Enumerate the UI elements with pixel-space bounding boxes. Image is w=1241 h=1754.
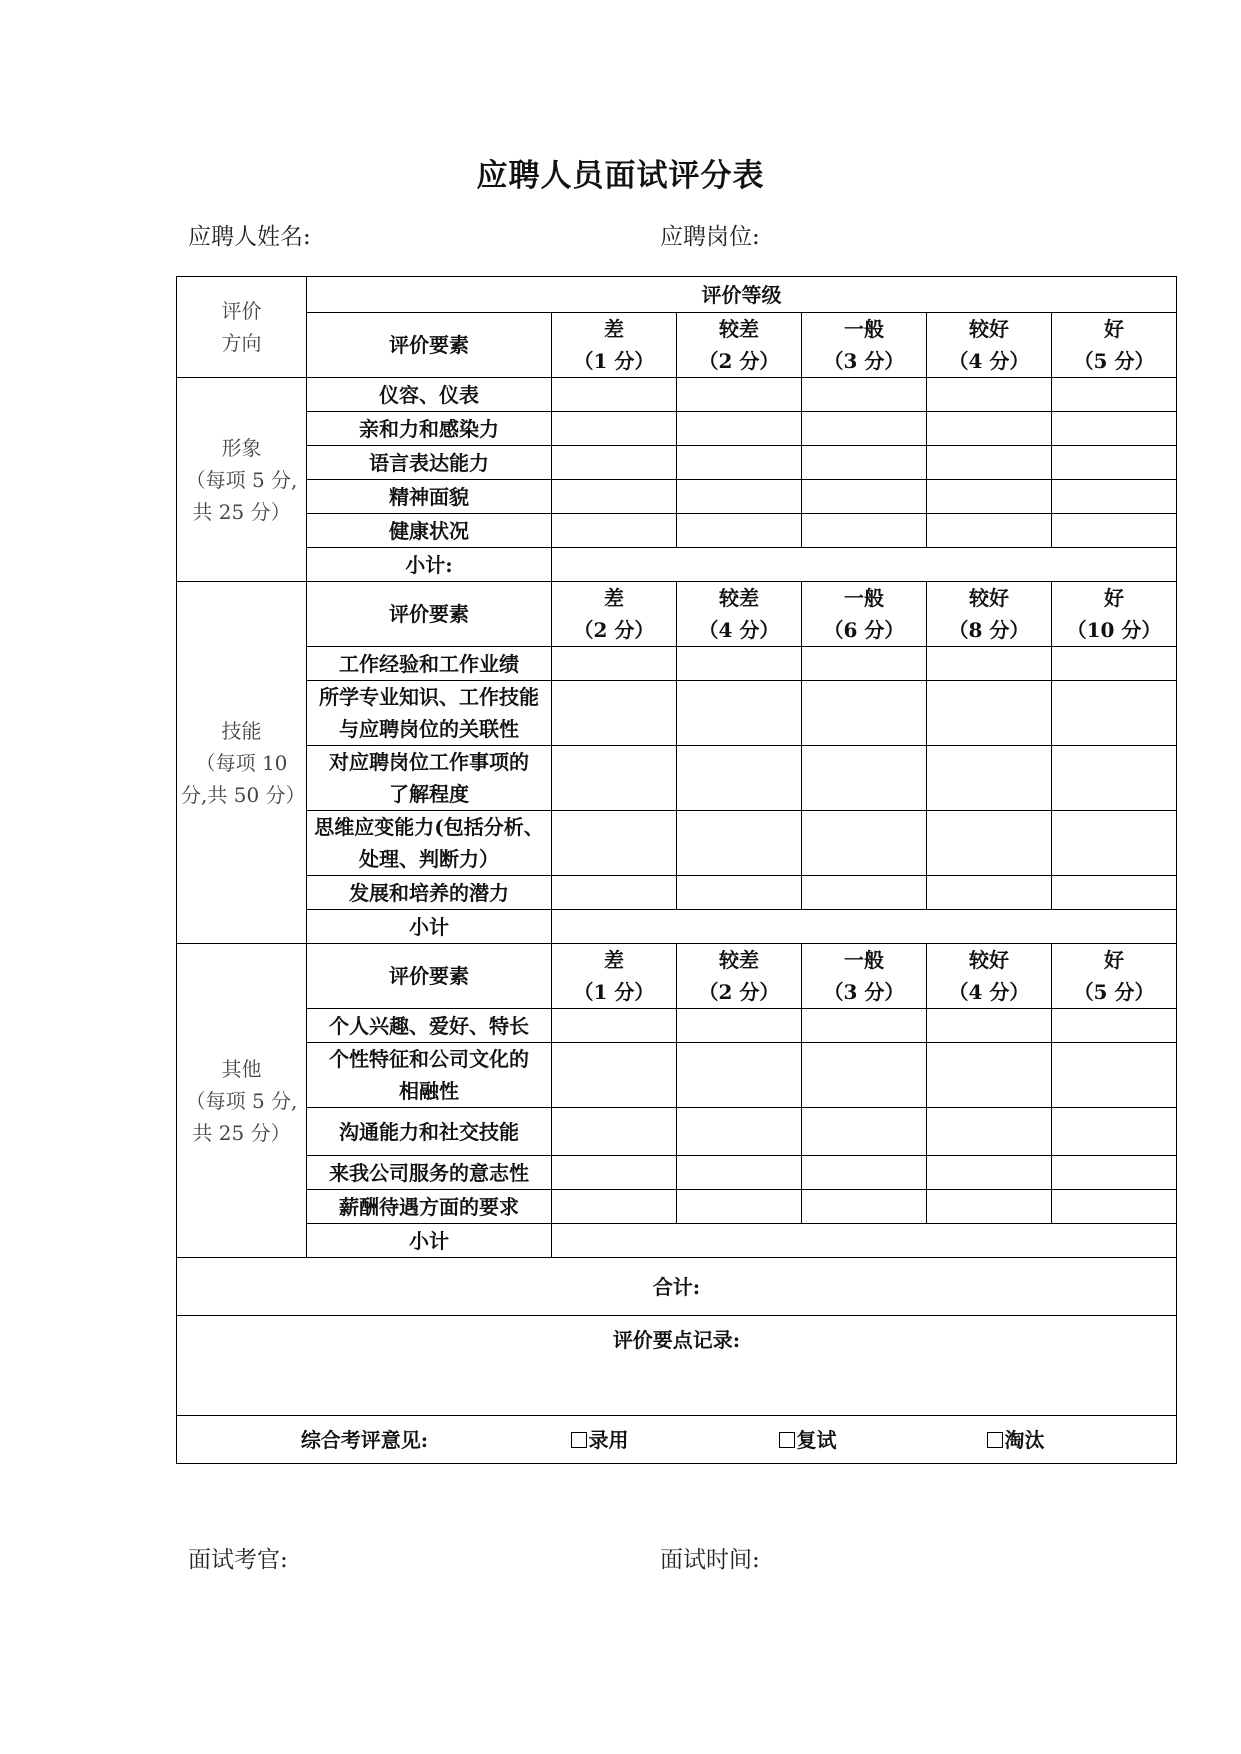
- factor-cell: [307, 1043, 552, 1108]
- score-cell[interactable]: [677, 1156, 802, 1190]
- form-title: 应聘人员面试评分表: [476, 158, 765, 194]
- interviewer-label: 面试考官:: [188, 1547, 288, 1573]
- item-row: [177, 378, 1177, 412]
- option-2[interactable]: [912, 1424, 1120, 1456]
- factor-cell: [307, 480, 552, 514]
- cell-line: （4 分）: [698, 618, 780, 642]
- item-row: [177, 446, 1177, 480]
- cell-line: （每项 5 分,: [185, 467, 298, 492]
- score-cell[interactable]: [927, 811, 1052, 876]
- notes-row: [177, 1316, 1177, 1416]
- cell-line: 较差: [719, 586, 759, 610]
- item-row: [177, 876, 1177, 910]
- applied-position-label: 应聘岗位:: [660, 224, 760, 250]
- score-cell[interactable]: [552, 746, 677, 811]
- level-header-text: 评价等级: [701, 282, 782, 307]
- score-cell[interactable]: [1052, 514, 1177, 548]
- score-cell[interactable]: [1052, 876, 1177, 910]
- item-row: [177, 1043, 1177, 1108]
- item-row: [177, 1190, 1177, 1224]
- score-cell[interactable]: [552, 412, 677, 446]
- score-cell[interactable]: [677, 647, 802, 681]
- option-label: 复试: [796, 1427, 837, 1452]
- interview-time-label: 面试时间:: [660, 1547, 760, 1573]
- subtotal-label: [307, 1224, 552, 1258]
- option-label: 淘汰: [1004, 1427, 1045, 1452]
- cell-line: 与应聘岗位的关联性: [339, 717, 519, 741]
- item-row: [177, 480, 1177, 514]
- score-cell[interactable]: [1052, 446, 1177, 480]
- cell-line: 精神面貌: [389, 484, 469, 509]
- score-cell[interactable]: [677, 811, 802, 876]
- score-cell[interactable]: [802, 681, 927, 746]
- factor-cell: [307, 1108, 552, 1156]
- score-cell[interactable]: [802, 412, 927, 446]
- direction-header: [177, 277, 307, 378]
- cell-line: （1 分）: [573, 980, 655, 1004]
- item-row: [177, 412, 1177, 446]
- cell-line: 共 25 分）: [192, 1120, 291, 1145]
- factor-cell: [307, 514, 552, 548]
- cell-line: 技能: [221, 718, 262, 743]
- grade-row: [177, 313, 1177, 378]
- score-cell[interactable]: [552, 1156, 677, 1190]
- cell-line: 较好: [969, 317, 1009, 341]
- checkbox-icon[interactable]: [987, 1432, 1003, 1448]
- score-cell[interactable]: [927, 647, 1052, 681]
- score-cell[interactable]: [552, 1043, 677, 1108]
- cell-line: 较差: [719, 948, 759, 972]
- score-cell[interactable]: [677, 1108, 802, 1156]
- direction-cell: [177, 582, 307, 944]
- score-cell[interactable]: [927, 1009, 1052, 1043]
- score-cell[interactable]: [927, 514, 1052, 548]
- factor-cell: [307, 876, 552, 910]
- score-cell[interactable]: [552, 446, 677, 480]
- score-cell[interactable]: [802, 876, 927, 910]
- factor-header-text: 评价要素: [389, 333, 469, 357]
- total-label: 合计:: [652, 1274, 701, 1299]
- item-row: [177, 514, 1177, 548]
- score-cell[interactable]: [552, 480, 677, 514]
- score-cell[interactable]: [927, 1190, 1052, 1224]
- opinion-cell: [177, 1416, 1177, 1464]
- factor-cell: [307, 746, 552, 811]
- cell-line: 个性特征和公司文化的: [329, 1047, 529, 1071]
- score-cell[interactable]: [802, 514, 927, 548]
- factor-header: [307, 582, 552, 647]
- factor-header: [307, 313, 552, 378]
- applicant-name-label: 应聘人姓名:: [188, 224, 311, 250]
- cell-line: 来我公司服务的意志性: [329, 1160, 529, 1185]
- cell-line: 差: [604, 948, 624, 972]
- cell-line: 对应聘岗位工作事项的: [329, 750, 529, 774]
- score-cell[interactable]: [552, 1108, 677, 1156]
- notes-cell[interactable]: [177, 1316, 1177, 1416]
- item-row: [177, 1156, 1177, 1190]
- cell-line: （5 分）: [1073, 349, 1155, 373]
- total-row: [177, 1258, 1177, 1316]
- cell-line: （6 分）: [823, 618, 905, 642]
- cell-line: （4 分）: [948, 349, 1030, 373]
- subtotal-value[interactable]: [552, 910, 1177, 944]
- cell-line: 分,共 50 分）: [181, 782, 306, 807]
- score-cell[interactable]: [802, 811, 927, 876]
- score-cell[interactable]: [552, 876, 677, 910]
- score-cell[interactable]: [802, 1190, 927, 1224]
- grade-header: [677, 313, 802, 378]
- score-cell[interactable]: [552, 1190, 677, 1224]
- score-cell[interactable]: [802, 647, 927, 681]
- checkbox-icon[interactable]: [779, 1432, 795, 1448]
- score-cell[interactable]: [802, 746, 927, 811]
- subtotal-value[interactable]: [552, 548, 1177, 582]
- grade-header: [802, 313, 927, 378]
- score-cell[interactable]: [677, 378, 802, 412]
- cell-line: 一般: [844, 948, 884, 972]
- factor-cell: [307, 412, 552, 446]
- score-cell[interactable]: [927, 1156, 1052, 1190]
- cell-line: 形象: [221, 435, 262, 460]
- cell-line: 好: [1104, 948, 1125, 972]
- direction-cell: [177, 378, 307, 582]
- cell-line: 语言表达能力: [369, 450, 489, 475]
- score-cell[interactable]: [927, 1108, 1052, 1156]
- cell-line: 较好: [969, 948, 1009, 972]
- score-cell[interactable]: [677, 746, 802, 811]
- cell-line: 一般: [844, 317, 884, 341]
- score-cell[interactable]: [1052, 378, 1177, 412]
- score-cell[interactable]: [802, 1156, 927, 1190]
- cell-line: （1 分）: [573, 349, 655, 373]
- cell-line: 沟通能力和社交技能: [339, 1119, 519, 1144]
- opinion-row: [177, 1416, 1177, 1464]
- subtotal-value[interactable]: [552, 1224, 1177, 1258]
- item-row: [177, 746, 1177, 811]
- score-cell[interactable]: [1052, 1009, 1177, 1043]
- score-cell[interactable]: [927, 746, 1052, 811]
- score-cell[interactable]: [677, 514, 802, 548]
- cell-line: （2 分）: [573, 618, 655, 642]
- cell-line: 所学专业知识、工作技能: [319, 685, 539, 709]
- grade-header: [552, 313, 677, 378]
- cell-line: 较差: [719, 317, 759, 341]
- cell-line: 差: [604, 317, 624, 341]
- factor-cell: [307, 378, 552, 412]
- cell-line: 工作经验和工作业绩: [339, 651, 519, 676]
- grade-header: [552, 582, 677, 647]
- score-cell[interactable]: [927, 876, 1052, 910]
- total-cell[interactable]: [177, 1258, 1177, 1316]
- cell-line: 思维应变能力(包括分析、: [314, 815, 544, 839]
- subtotal-row: [177, 548, 1177, 582]
- score-cell[interactable]: [802, 1009, 927, 1043]
- cell-line: 薪酬待遇方面的要求: [339, 1194, 519, 1219]
- cell-line: 共 25 分）: [192, 499, 291, 524]
- grade-row: [177, 944, 1177, 1009]
- score-cell[interactable]: [927, 681, 1052, 746]
- score-cell[interactable]: [1052, 647, 1177, 681]
- direction-cell: [177, 944, 307, 1258]
- cell-line: （每项 5 分,: [185, 1088, 298, 1113]
- score-cell[interactable]: [677, 876, 802, 910]
- grade-header: [677, 582, 802, 647]
- header-row: [177, 277, 1177, 313]
- score-cell[interactable]: [1052, 1043, 1177, 1108]
- cell-line: （3 分）: [823, 980, 905, 1004]
- factor-header: [307, 944, 552, 1009]
- grade-header: [802, 582, 927, 647]
- option-1[interactable]: [704, 1424, 912, 1456]
- score-cell[interactable]: [677, 480, 802, 514]
- score-cell[interactable]: [927, 412, 1052, 446]
- cell-line: （8 分）: [948, 618, 1030, 642]
- subtotal-text: 小计: [409, 914, 449, 939]
- cell-line: 处理、判断力）: [359, 847, 499, 871]
- evaluation-table: [176, 276, 1177, 1464]
- score-cell[interactable]: [552, 378, 677, 412]
- cell-line: （10 分）: [1066, 618, 1162, 642]
- score-cell[interactable]: [802, 446, 927, 480]
- cell-line: 发展和培养的潜力: [349, 880, 509, 905]
- cell-line: 一般: [844, 586, 884, 610]
- factor-header-text: 评价要素: [389, 964, 469, 988]
- grade-header: [927, 313, 1052, 378]
- score-cell[interactable]: [802, 1108, 927, 1156]
- score-cell[interactable]: [677, 446, 802, 480]
- score-cell[interactable]: [927, 480, 1052, 514]
- item-row: [177, 647, 1177, 681]
- cell-line: 方向: [221, 331, 262, 355]
- subtotal-label: [307, 548, 552, 582]
- factor-cell: [307, 681, 552, 746]
- score-cell[interactable]: [1052, 811, 1177, 876]
- subtotal-text: 小计:: [405, 552, 453, 577]
- cell-line: （2 分）: [698, 980, 780, 1004]
- grade-row: [177, 582, 1177, 647]
- cell-line: 相融性: [399, 1079, 459, 1103]
- score-cell[interactable]: [552, 681, 677, 746]
- subtotal-label: [307, 910, 552, 944]
- factor-cell: [307, 811, 552, 876]
- score-cell[interactable]: [552, 514, 677, 548]
- score-cell[interactable]: [1052, 746, 1177, 811]
- grade-header: [1052, 582, 1177, 647]
- item-row: [177, 1009, 1177, 1043]
- checkbox-icon[interactable]: [571, 1432, 587, 1448]
- score-cell[interactable]: [1052, 1156, 1177, 1190]
- cell-line: 仪容、仪表: [379, 382, 479, 407]
- score-cell[interactable]: [677, 1009, 802, 1043]
- notes-label: 评价要点记录:: [612, 1328, 741, 1352]
- subtotal-row: [177, 910, 1177, 944]
- score-cell[interactable]: [927, 378, 1052, 412]
- score-cell[interactable]: [677, 412, 802, 446]
- grade-header: [552, 944, 677, 1009]
- cell-line: （3 分）: [823, 349, 905, 373]
- score-cell[interactable]: [1052, 1190, 1177, 1224]
- subtotal-text: 小计: [409, 1228, 449, 1253]
- cell-line: 评价: [221, 299, 262, 323]
- factor-cell: [307, 647, 552, 681]
- grade-header: [802, 944, 927, 1009]
- factor-cell: [307, 1009, 552, 1043]
- grade-header: [927, 944, 1052, 1009]
- item-row: [177, 1108, 1177, 1156]
- score-cell[interactable]: [552, 1009, 677, 1043]
- factor-cell: [307, 1156, 552, 1190]
- cell-line: 亲和力和感染力: [359, 416, 499, 441]
- cell-line: （2 分）: [698, 349, 780, 373]
- cell-line: 差: [604, 586, 624, 610]
- score-cell[interactable]: [1052, 681, 1177, 746]
- factor-cell: [307, 446, 552, 480]
- item-row: [177, 681, 1177, 746]
- grade-header: [677, 944, 802, 1009]
- score-cell[interactable]: [552, 647, 677, 681]
- score-cell[interactable]: [677, 1190, 802, 1224]
- score-cell[interactable]: [1052, 1108, 1177, 1156]
- option-0[interactable]: [496, 1424, 704, 1456]
- score-cell[interactable]: [927, 446, 1052, 480]
- grade-header: [1052, 944, 1177, 1009]
- score-cell[interactable]: [552, 811, 677, 876]
- factor-header-text: 评价要素: [389, 602, 469, 626]
- cell-line: 个人兴趣、爱好、特长: [329, 1013, 529, 1038]
- cell-line: （每项 10: [195, 750, 288, 775]
- score-cell[interactable]: [927, 1043, 1052, 1108]
- score-cell[interactable]: [677, 681, 802, 746]
- score-cell[interactable]: [1052, 412, 1177, 446]
- score-cell[interactable]: [802, 480, 927, 514]
- score-cell[interactable]: [802, 378, 927, 412]
- score-cell[interactable]: [802, 1043, 927, 1108]
- opinion-label: 综合考评意见:: [300, 1427, 429, 1452]
- cell-line: 了解程度: [389, 782, 469, 806]
- score-cell[interactable]: [677, 1043, 802, 1108]
- cell-line: 健康状况: [389, 518, 469, 543]
- factor-cell: [307, 1190, 552, 1224]
- cell-line: 较好: [969, 586, 1009, 610]
- cell-line: 好: [1104, 317, 1125, 341]
- option-label: 录用: [588, 1427, 629, 1452]
- level-header: [307, 277, 1177, 313]
- subtotal-row: [177, 1224, 1177, 1258]
- cell-line: 其他: [221, 1056, 262, 1081]
- cell-line: 好: [1104, 586, 1125, 610]
- cell-line: （5 分）: [1073, 980, 1155, 1004]
- item-row: [177, 811, 1177, 876]
- score-cell[interactable]: [1052, 480, 1177, 514]
- grade-header: [927, 582, 1052, 647]
- grade-header: [1052, 313, 1177, 378]
- cell-line: （4 分）: [948, 980, 1030, 1004]
